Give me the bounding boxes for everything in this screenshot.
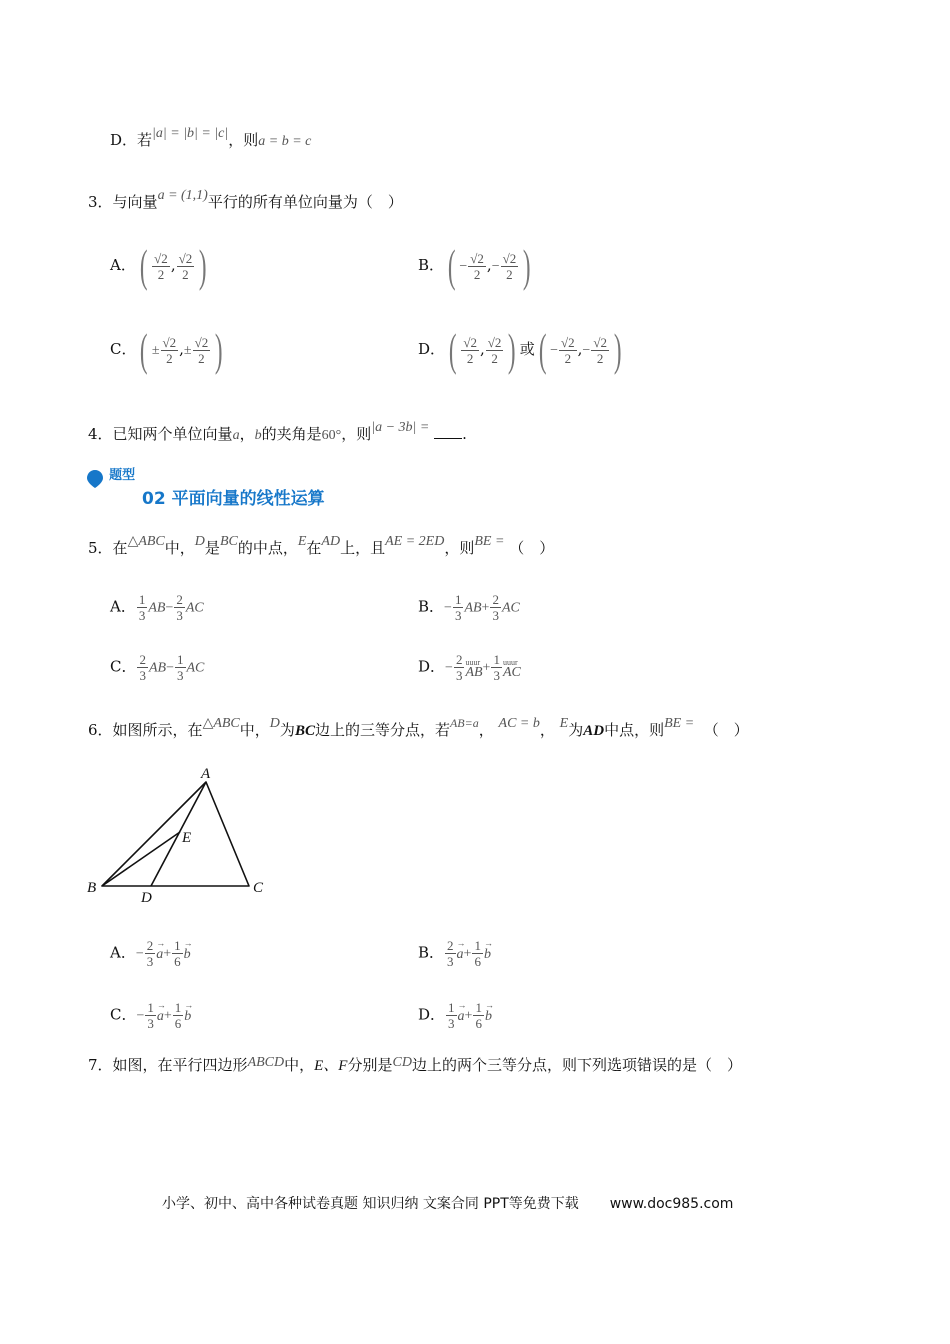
q2-option-d bbox=[110, 126, 312, 152]
text: . bbox=[462, 425, 467, 443]
q5-option-b: B．− $\frac{1}{3}$ AB+ $\frac{2}{3}$ AC bbox=[418, 592, 520, 623]
text: 平行的所有单位向量为（ ） bbox=[207, 193, 403, 211]
text: 若 bbox=[137, 131, 153, 149]
q3-option-a: A．( $\frac{√2}{2}$ , $\frac{√2}{2}$ ) bbox=[110, 240, 207, 291]
math-var: b bbox=[254, 428, 262, 443]
q6-option-b: B． $\frac{2}{3}$ → a+ $\frac{1}{6}$ → b bbox=[418, 938, 491, 969]
q3-option-d: D．( $\frac{√2}{2}$ , $\frac{√2}{2}$ ) 或( − $\frac{√2}{2}$ ,− $\frac{√2}{2}$ ) bbox=[418, 324, 622, 375]
q5-option-c: C． $\frac{2}{3}$ AB− $\frac{1}{3}$ AC bbox=[110, 652, 205, 683]
text: 的夹角是 bbox=[261, 425, 322, 443]
fraction: $\frac{√2}{2}$ bbox=[463, 334, 477, 366]
fraction: $\frac{√2}{2}$ bbox=[154, 250, 168, 282]
left-paren: ( bbox=[448, 324, 457, 375]
math-expr: |a − 3b| = bbox=[371, 420, 430, 435]
fraction: $\frac{√2}{2}$ bbox=[487, 334, 502, 366]
option-label: A． bbox=[110, 256, 136, 274]
fraction: $\frac{√2}{2}$ bbox=[194, 334, 209, 366]
math-vector: a = (1,1) bbox=[157, 188, 208, 203]
right-paren: ) bbox=[523, 240, 531, 291]
vertex-label-a: A bbox=[201, 766, 211, 782]
right-paren: ) bbox=[199, 240, 207, 291]
connector: 或 bbox=[519, 340, 535, 358]
question-number: 4． bbox=[88, 425, 113, 443]
q6-option-c: C．− $\frac{1}{3}$ → a+ $\frac{1}{6}$ → b bbox=[110, 1000, 191, 1031]
text: 与向量 bbox=[112, 193, 158, 211]
math-condition: |a| = |b| = |c| bbox=[152, 126, 229, 141]
right-paren: ) bbox=[508, 324, 516, 375]
fraction: $\frac{√2}{2}$ bbox=[470, 250, 484, 282]
question-7: 7．如图，在平行四边形ABCD中，E、F分别是CD边上的两个三等分点，则下列选项错误的是（ ） bbox=[88, 1055, 742, 1074]
text: 已知两个单位向量 bbox=[112, 425, 233, 443]
q6-option-d: D． $\frac{1}{3}$ → a+ $\frac{1}{6}$ → b bbox=[418, 1000, 492, 1031]
q5-option-d: D．− $\frac{2}{3}$ uuur AB + $\frac{1}{3}$ uuur AC bbox=[418, 652, 521, 683]
question-4 bbox=[88, 420, 467, 446]
vertex-label-b: B bbox=[87, 880, 97, 896]
fraction: $\frac{√2}{2}$ bbox=[561, 334, 575, 366]
fraction: $\frac{√2}{2}$ bbox=[162, 334, 177, 366]
footer-link[interactable]: www.doc985.com bbox=[609, 1196, 734, 1212]
fraction: $\frac{√2}{2}$ bbox=[593, 334, 607, 366]
left-paren: ( bbox=[139, 240, 148, 291]
footer-text: 小学、初中、高中各种试卷真题 知识归纳 文案合同 PPT等免费下载 bbox=[162, 1196, 579, 1212]
text: 在 bbox=[112, 539, 128, 557]
text: ，则 bbox=[228, 131, 259, 149]
q3-option-c: C．( ± $\frac{√2}{2}$ ,± $\frac{√2}{2}$ ) bbox=[110, 324, 223, 375]
section-title: 02 平面向量的线性运算 bbox=[142, 489, 325, 509]
q6-option-a: A．− $\frac{2}{3}$ → a+ $\frac{1}{6}$ → b bbox=[110, 938, 191, 969]
math-angle: 60° bbox=[321, 428, 342, 443]
right-paren: ) bbox=[613, 324, 622, 375]
question-5: 5．在△ABC中，D是BC的中点，E在AD上，且AE = 2ED，则BE = （ ） bbox=[88, 534, 555, 557]
triangle-figure bbox=[84, 762, 274, 906]
left-paren: ( bbox=[447, 240, 456, 291]
right-paren: ) bbox=[215, 324, 223, 375]
option-label: B． bbox=[418, 256, 445, 274]
location-marker-icon bbox=[86, 469, 104, 489]
option-label: D． bbox=[418, 340, 446, 358]
question-6: 6．如图所示，在△ABC中，D为BC边上的三等分点，若$^{AB=a}$， AC = b， E为AD中点，则BE = （ ） bbox=[88, 716, 749, 739]
left-paren: ( bbox=[140, 324, 148, 375]
question-3 bbox=[88, 188, 403, 214]
point-label-e: E bbox=[182, 830, 192, 846]
question-number: 5． bbox=[88, 539, 113, 557]
text: ， bbox=[239, 425, 255, 443]
answer-blank bbox=[434, 424, 462, 439]
fraction: $\frac{√2}{2}$ bbox=[502, 250, 517, 282]
section-heading bbox=[86, 468, 135, 489]
footer bbox=[162, 1193, 733, 1213]
option-label: D． bbox=[110, 131, 138, 149]
vertex-label-c: C bbox=[253, 880, 264, 896]
math-result: a = b = c bbox=[258, 134, 312, 149]
q3-option-b: B．( − $\frac{√2}{2}$ ,− $\frac{√2}{2}$ ) bbox=[418, 240, 531, 291]
question-number: 3． bbox=[88, 193, 113, 211]
left-paren: ( bbox=[538, 324, 547, 375]
section-tag: 题型 bbox=[109, 468, 136, 483]
math-var: a bbox=[232, 428, 240, 443]
fraction: $\frac{√2}{2}$ bbox=[178, 250, 193, 282]
option-label: C． bbox=[110, 340, 137, 358]
q5-option-a: A． $\frac{1}{3}$ AB− $\frac{2}{3}$ AC bbox=[110, 592, 204, 623]
text: ，则 bbox=[341, 425, 372, 443]
point-label-d: D bbox=[141, 890, 152, 906]
